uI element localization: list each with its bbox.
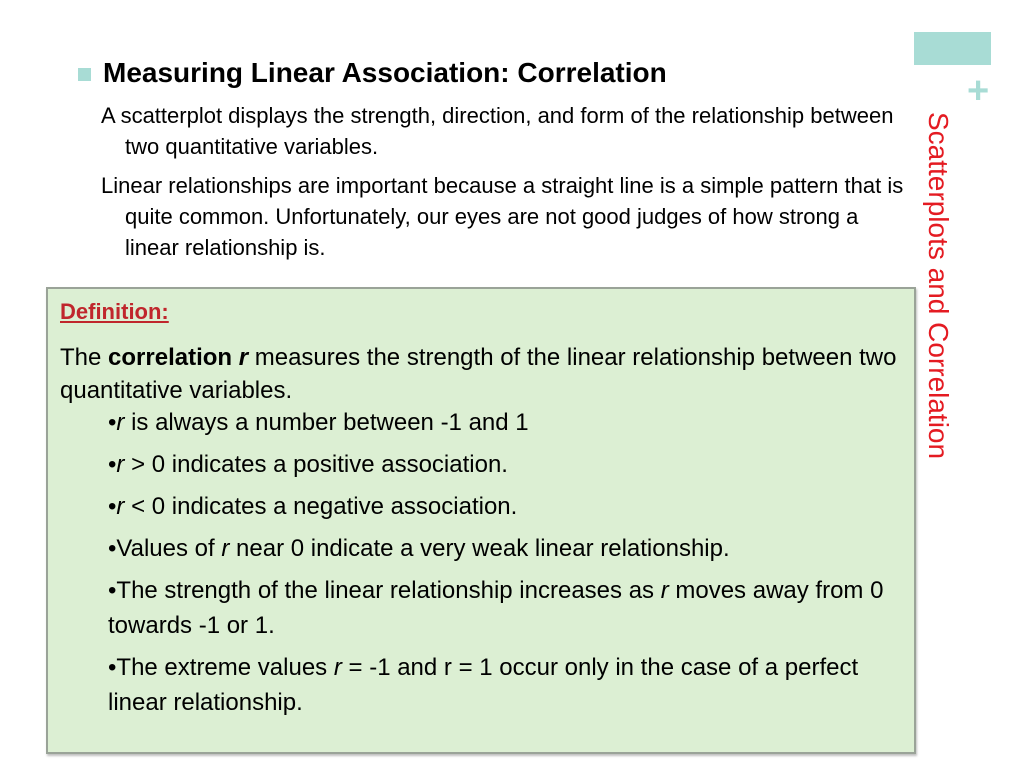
- bullet-prefix: •Values of: [108, 535, 222, 562]
- accent-bar: [914, 32, 991, 65]
- list-item: [108, 489, 908, 524]
- list-item: [108, 531, 908, 566]
- bullet-text: moves away from 0 towards -1 or 1.: [108, 577, 884, 639]
- slide-heading: Measuring Linear Association: Correlation: [103, 57, 667, 88]
- paragraph-scatterplot: A scatterplot displays the strength, direction, and form of the relationship between two quantitative variables.: [101, 103, 894, 159]
- side-title: Scatterplots and Correlation: [923, 112, 954, 460]
- bullet-variable: r: [116, 451, 125, 478]
- bullet-text: = -1 and r = 1 occur only in the case of a perfect linear relationship.: [108, 654, 859, 716]
- definition-text-prefix: The: [60, 344, 109, 371]
- definition-text-suffix: measures the strength of the linear relationship between two quantitative variables.: [60, 344, 897, 404]
- definition-bullet-list: [108, 405, 908, 727]
- bullet-prefix: •: [108, 493, 117, 520]
- definition-label: Definition:: [60, 299, 169, 324]
- list-item: [108, 447, 908, 482]
- definition-symbol: r: [238, 344, 249, 371]
- paragraph-linear-relationships: Linear relationships are important because a straight line is a simple pattern that is quite common. Unfortunately, our eyes are not good judges of how strong a linear relationship is.: [101, 173, 904, 260]
- list-item: [108, 650, 908, 720]
- bullet-variable: r: [116, 493, 125, 520]
- heading-row: [72, 54, 872, 94]
- list-item: [108, 573, 908, 643]
- square-bullet-icon: [78, 68, 91, 81]
- bullet-variable: r: [221, 535, 230, 562]
- list-item: [108, 405, 908, 440]
- bullet-variable: r: [116, 409, 125, 436]
- definition-box: [46, 287, 916, 754]
- bullet-text: > 0 indicates a positive association.: [124, 451, 508, 478]
- bullet-variable: r: [660, 577, 669, 604]
- definition-text: [60, 341, 900, 407]
- bullet-text: < 0 indicates a negative association.: [124, 493, 518, 520]
- bullet-prefix: •: [108, 409, 117, 436]
- plus-icon: +: [967, 70, 990, 112]
- bullet-text: is always a number between -1 and 1: [124, 409, 529, 436]
- bullet-prefix: •The strength of the linear relationship increases as: [108, 577, 661, 604]
- definition-term: correlation: [108, 344, 233, 371]
- bullet-variable: r: [333, 654, 342, 681]
- bullet-prefix: •The extreme values: [108, 654, 334, 681]
- bullet-prefix: •: [108, 451, 117, 478]
- bullet-text: near 0 indicate a very weak linear relationship.: [229, 535, 730, 562]
